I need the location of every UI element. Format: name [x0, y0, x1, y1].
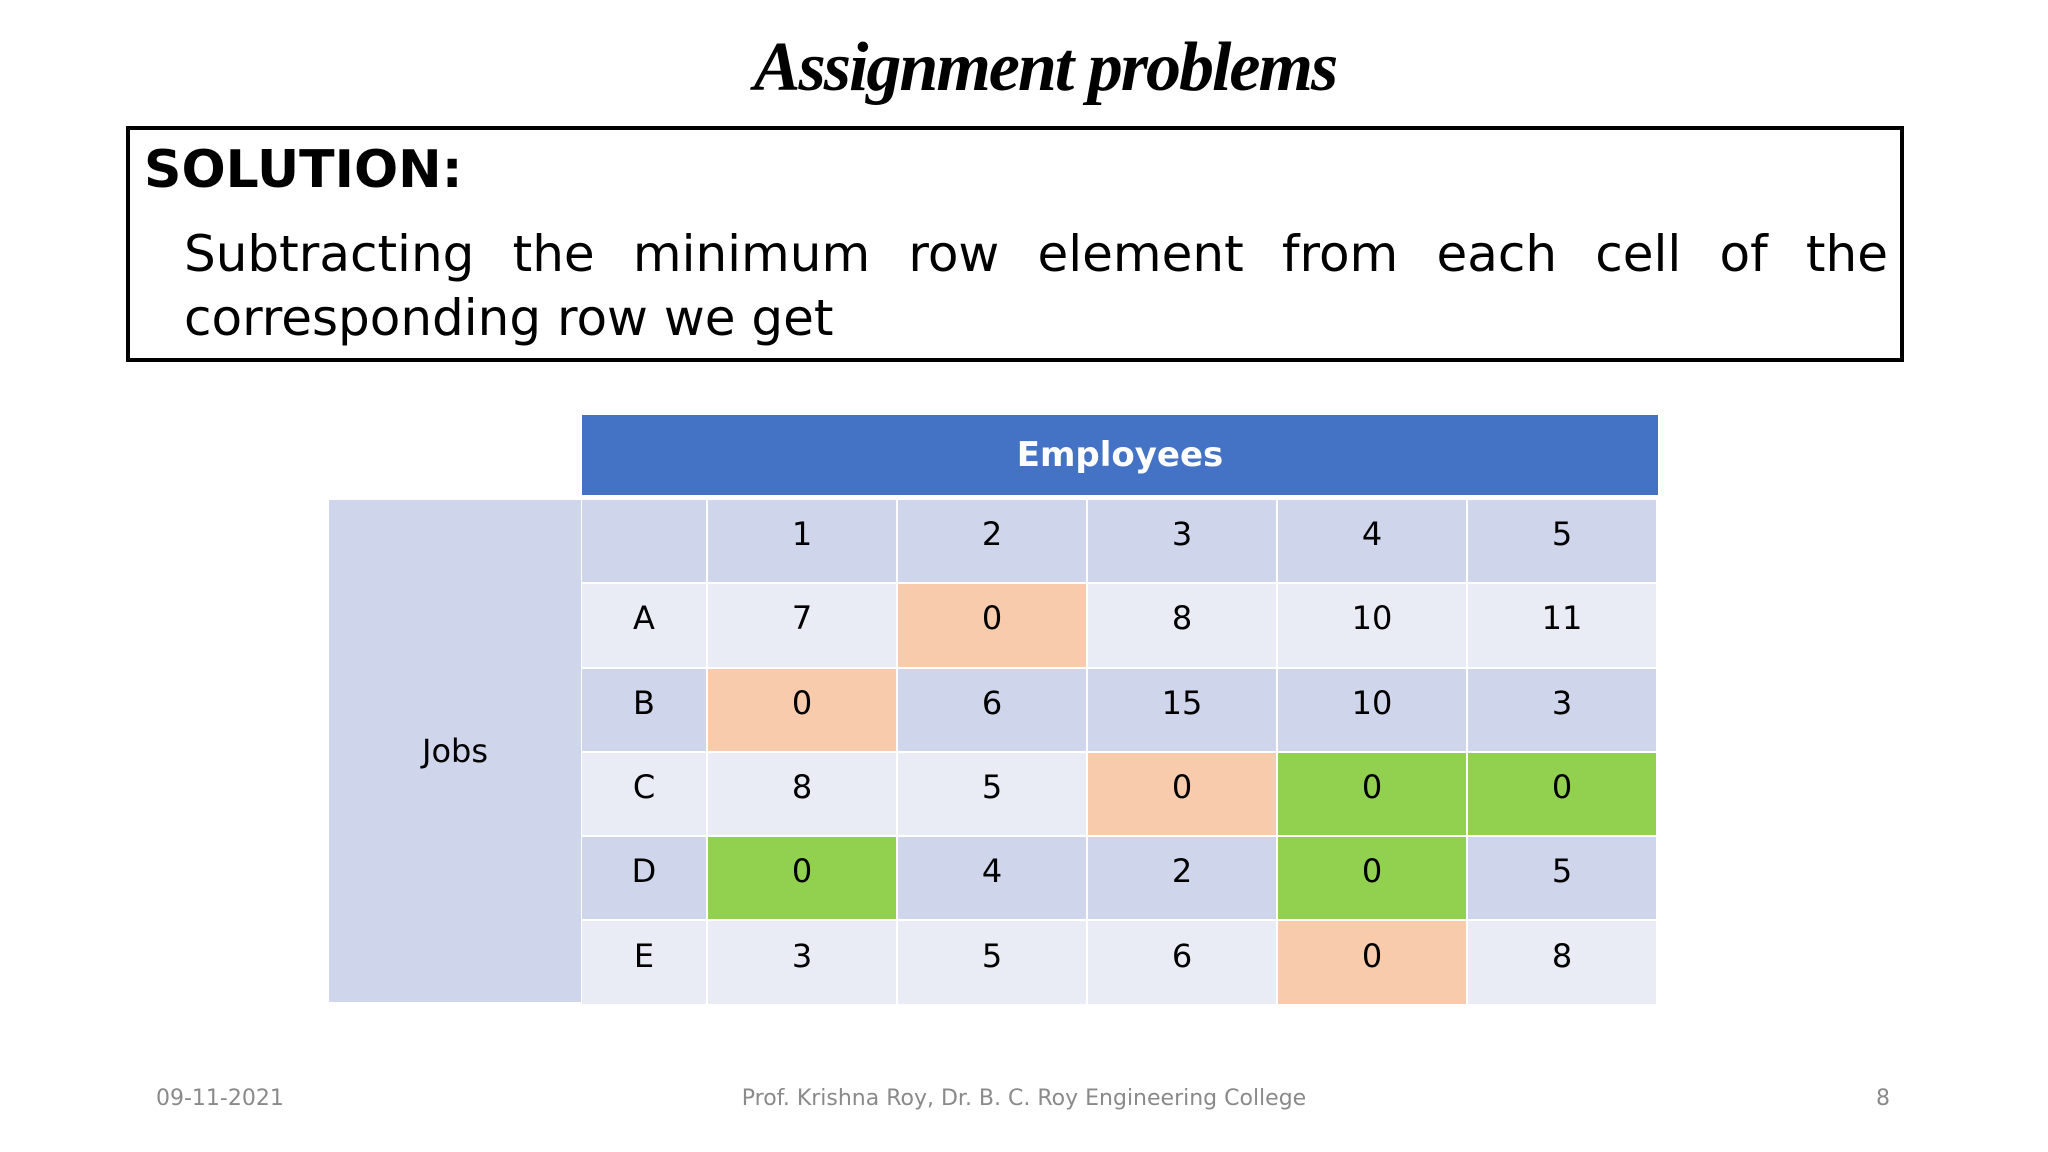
cell-e-4: 0 — [1278, 921, 1466, 1003]
page-number: 8 — [1876, 1086, 1890, 1111]
cell-d-1: 0 — [708, 837, 896, 919]
cell-c-5: 0 — [1468, 753, 1656, 835]
assignment-table — [582, 500, 1658, 1002]
solution-label: SOLUTION: — [144, 140, 463, 200]
cell-a-2: 0 — [898, 584, 1086, 666]
solution-text: Subtracting the minimum row element from each cell of the corresponding row we get — [184, 225, 1888, 347]
cell-b-3: 15 — [1088, 669, 1276, 751]
cell-d-2: 4 — [898, 837, 1086, 919]
cell-a-3: 8 — [1088, 584, 1276, 666]
cell-d-3: 2 — [1088, 837, 1276, 919]
column-header-2: 2 — [898, 500, 1086, 582]
cell-a-5: 11 — [1468, 584, 1656, 666]
row-label-b: B — [582, 669, 706, 751]
solution-box — [126, 126, 1904, 362]
cell-c-4: 0 — [1278, 753, 1466, 835]
employees-header: Employees — [582, 415, 1658, 495]
cell-d-4: 0 — [1278, 837, 1466, 919]
column-header-3: 3 — [1088, 500, 1276, 582]
footer-author: Prof. Krishna Roy, Dr. B. C. Roy Engineering College — [741, 1086, 1307, 1111]
column-header-4: 4 — [1278, 500, 1466, 582]
cell-b-4: 10 — [1278, 669, 1466, 751]
cell-c-2: 5 — [898, 753, 1086, 835]
cell-d-5: 5 — [1468, 837, 1656, 919]
cell-a-1: 7 — [708, 584, 896, 666]
column-header-5: 5 — [1468, 500, 1656, 582]
footer-date: 09-11-2021 — [156, 1086, 284, 1111]
row-label-c: C — [582, 753, 706, 835]
cell-b-2: 6 — [898, 669, 1086, 751]
cell-c-3: 0 — [1088, 753, 1276, 835]
column-header-1: 1 — [708, 500, 896, 582]
cell-e-2: 5 — [898, 921, 1086, 1003]
cell-e-3: 6 — [1088, 921, 1276, 1003]
slide-title: Assignment problems — [753, 29, 1337, 106]
cell-a-4: 10 — [1278, 584, 1466, 666]
cell-e-1: 3 — [708, 921, 896, 1003]
row-label-a: A — [582, 584, 706, 666]
row-label-e: E — [582, 921, 706, 1003]
cell-b-1: 0 — [708, 669, 896, 751]
cell-c-1: 8 — [708, 753, 896, 835]
jobs-label: Jobs — [329, 500, 581, 1002]
row-label-d: D — [582, 837, 706, 919]
cell-e-5: 8 — [1468, 921, 1656, 1003]
corner-cell — [582, 500, 706, 582]
cell-b-5: 3 — [1468, 669, 1656, 751]
